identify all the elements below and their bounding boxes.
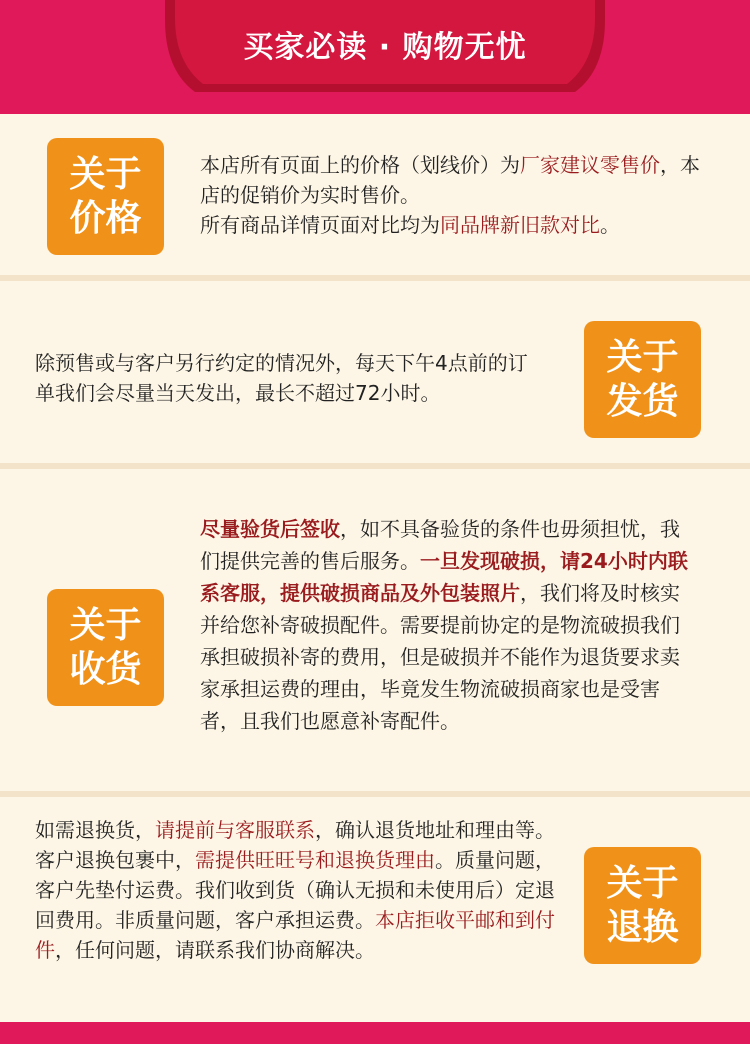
- returns-badge: [584, 847, 701, 964]
- price-section: [0, 120, 750, 275]
- text-span: ，任何问题，请联系我们协商解决。: [55, 938, 375, 962]
- receiving-section: [0, 469, 750, 791]
- text-span: ，本店的促销价为实时售价。: [200, 153, 700, 207]
- returns-section: [0, 797, 750, 1022]
- badge-line: 关于: [606, 336, 679, 378]
- highlight-text: 同品牌新旧款对比: [440, 213, 600, 237]
- badge-line: 价格: [69, 197, 142, 239]
- price-badge: [47, 138, 164, 255]
- returns-text: [35, 815, 555, 965]
- shipping-badge: [584, 321, 701, 438]
- receiving-text: [200, 513, 690, 737]
- badge-line: 关于: [69, 604, 142, 646]
- badge-line: 发货: [606, 380, 679, 422]
- highlight-text: 请提前与客服联系: [155, 818, 315, 842]
- highlight-text: 需提供旺旺号和退换货理由: [195, 848, 435, 872]
- badge-line: 收货: [69, 648, 142, 690]
- highlight-text: 厂家建议零售价: [520, 153, 660, 177]
- shipping-text: 除预售或与客户另行约定的情况外，每天下午4点前的订单我们会尽量当天发出，最长不超过72小时。: [35, 351, 528, 405]
- text-span: ，确认退货地址和理由等。客户退换包裹中，: [35, 818, 555, 872]
- text-span: ，我们将及时核实并给您补寄破损配件。需要提前协定的是物流破损我们承担破损补寄的费用，但是破损并不能作为退货要求卖家承担运费的理由，毕竟发生物流破损商家也是受害者，且我们也愿意补寄配件。: [200, 581, 680, 733]
- badge-line: 关于: [606, 862, 679, 904]
- text-span: 所有商品详情页面对比均为: [200, 213, 440, 237]
- text-span: 。: [600, 213, 620, 237]
- footer-band: [0, 1022, 750, 1044]
- text-span: 本店所有页面上的价格（划线价）为: [200, 153, 520, 177]
- receiving-badge: [47, 589, 164, 706]
- highlight-text: 尽量验货后签收: [200, 517, 340, 541]
- text-span: 如需退换货，: [35, 818, 155, 842]
- highlight-text: 本店拒收平邮和到付件: [35, 908, 555, 962]
- shipping-section: [0, 281, 750, 463]
- badge-line: 退换: [606, 906, 679, 948]
- page-title: 买家必读 · 购物无忧: [243, 30, 527, 65]
- highlight-text: 一旦发现破损，请24小时内联系客服，提供破损商品及外包装照片: [200, 549, 688, 605]
- badge-line: 关于: [69, 153, 142, 195]
- text-span: 。质量问题，客户先垫付运费。我们收到货（确认无损和未使用后）定退回费用。非质量问题，客户承担运费。: [35, 848, 555, 932]
- price-text: [200, 150, 710, 240]
- text-span: ，如不具备验货的条件也毋须担忧，我们提供完善的售后服务。: [200, 517, 680, 573]
